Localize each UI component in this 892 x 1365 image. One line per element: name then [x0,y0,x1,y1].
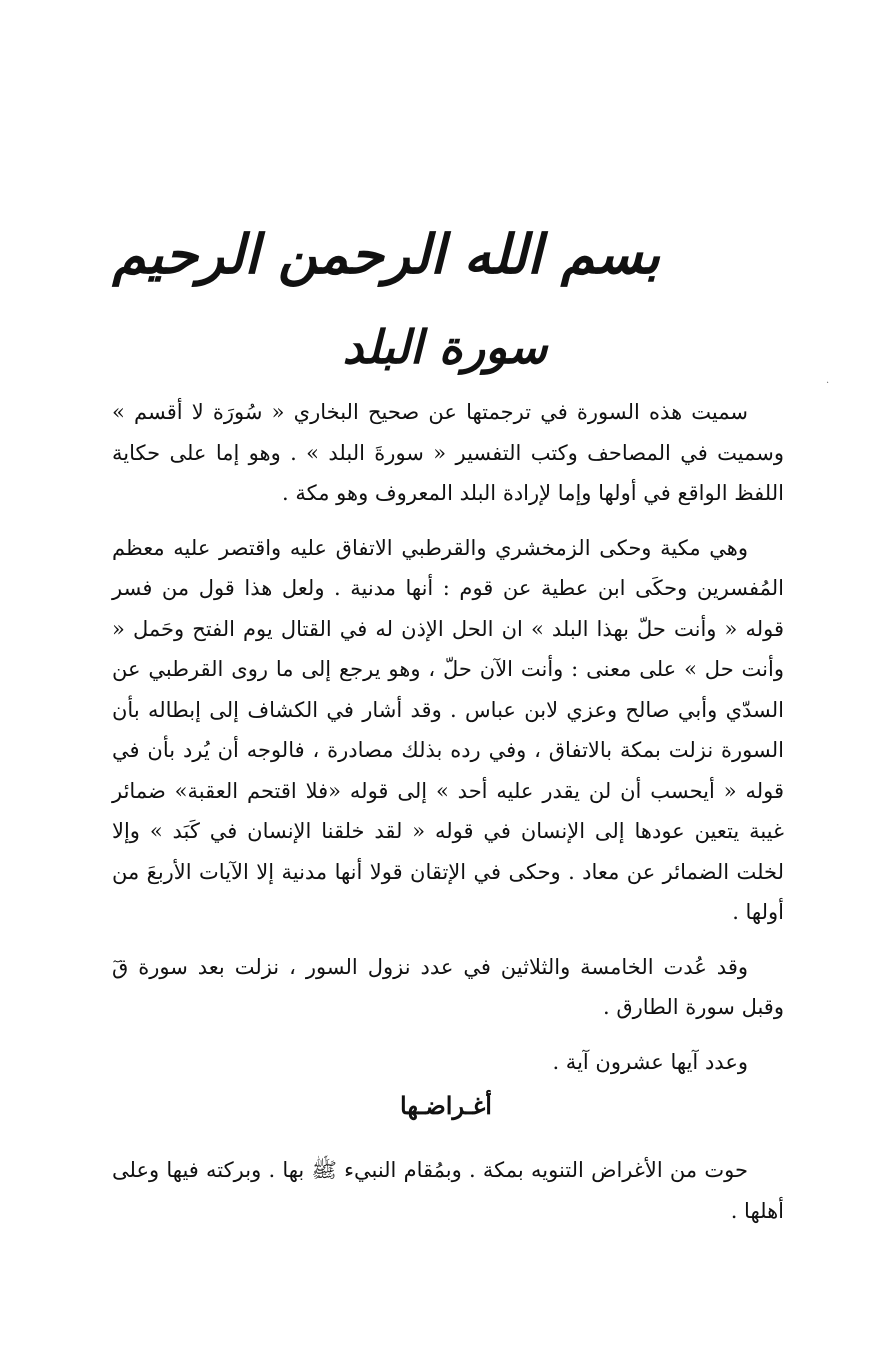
objectives-paragraph: حوت من الأغراض التنويه بمكة . وبمُقام النبيء ﷺ بها . وبركته فيها وعلى أهلها . [112,1158,784,1223]
paragraph-naming: سميت هذه السورة في ترجمتها عن صحيح البخاري « سُورَة لا أقسم » وسميت في المصاحف وكتب التفسير « سورةَ البلد » . وهو إما على حكاية اللفظ الواقع في أولها وإما لإرادة البلد المعروف وهو مكة . [112,400,784,505]
objectives-heading: أغـراضـها [400,1091,492,1120]
scan-speck-mark: · [826,378,830,389]
intro-text-block [112,392,784,1082]
paragraph-revelation-order: وقد عُدت الخامسة والثلاثين في عدد نزول السور ، نزلت بعد سورة قٓ وقبل سورة الطارق . [112,954,784,1019]
paragraph-verse-count: وعدد آيها عشرون آية . [552,1049,748,1074]
paragraph-revelation-place: وهي مكية وحكى الزمخشري والقرطبي الاتفاق عليه واقتصر عليه معظم المُفسرين وحكَى ابن عطية عن قوم : أنها مدنية . ولعل هذا قول من فسر قوله « وأنت حلّ بهذا البلد » ان الحل الإذن له في القتال يوم الفتح وحَمل « وأنت حل » على معنى : وأنت الآن حلّ ، وهو يرجع إلى ما روى القرطبي عن السدّي وأبي صالح وعزي لابن عباس . وقد أشار في الكشاف إلى إبطاله بأن السورة نزلت بمكة بالاتفاق ، وفي رده بذلك مصادرة ، فالوجه أن يُرد بأن في قوله « أيحسب أن لن يقدر عليه أحد » إلى قوله «فلا اقتحم العقبة» ضمائر غيبة يتعين عودها إلى الإنسان في قوله « لقد خلقنا الإنسان في كَبَد » وإلا لخلت الضمائر عن معاد . وحكى في الإتقان قولا أنها مدنية إلا الآيات الأربعَ من أولها . [112,535,784,924]
surah-title: سورة البلد [342,320,548,374]
basmala-calligraphy: بسم الله الرحمن الرحيم [112,222,660,286]
